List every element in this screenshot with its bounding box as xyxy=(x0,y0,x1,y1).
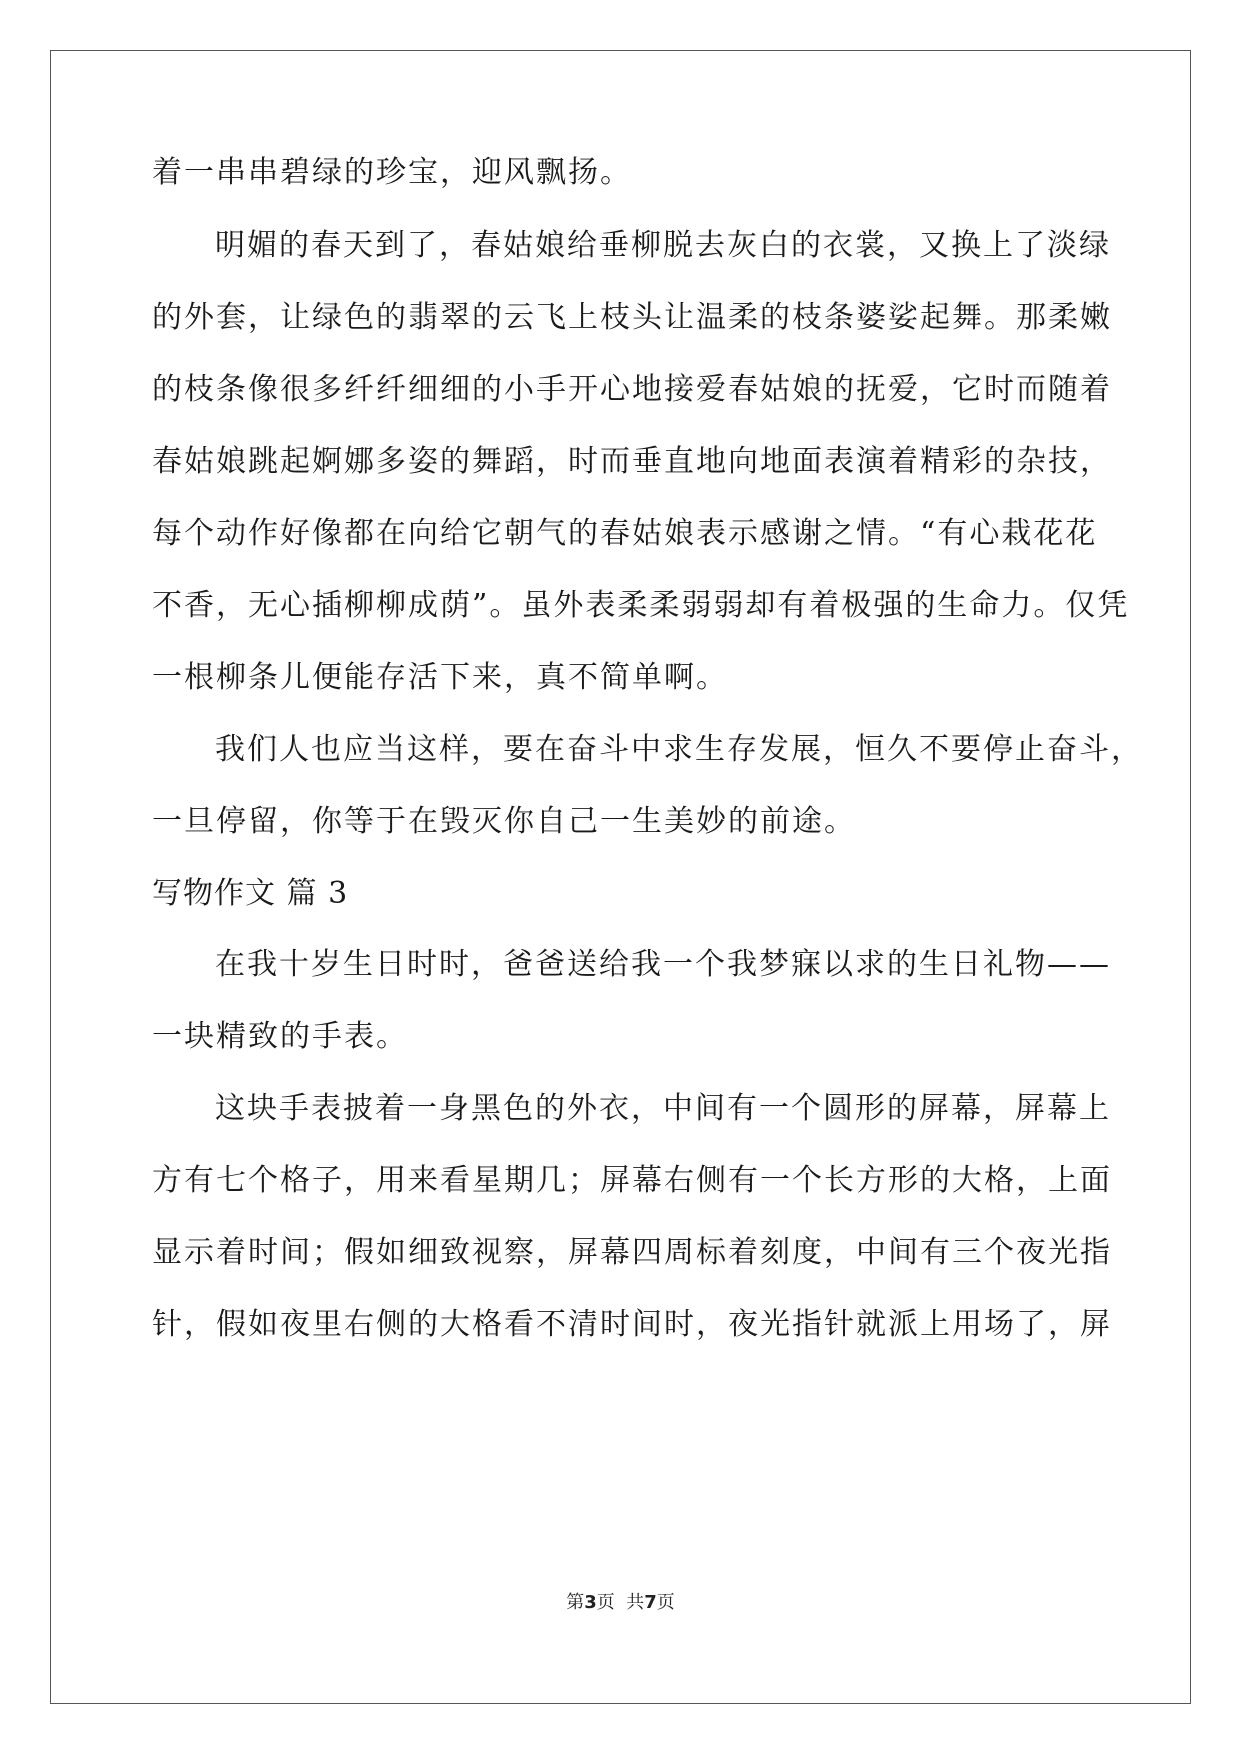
text-line: 的枝条像很多纤纤细细的小手开心地接爱春姑娘的抚爱，它时而随着 xyxy=(152,372,1112,407)
text-line: 针，假如夜里右侧的大格看不清时间时，夜光指针就派上用场了，屏 xyxy=(152,1307,1112,1342)
page-label-prefix: 第 xyxy=(566,1592,585,1613)
text-line: 明媚的春天到了，春姑娘给垂柳脱去灰白的衣裳，又换上了淡绿 xyxy=(215,228,1111,263)
total-page-number: 7 xyxy=(644,1592,657,1613)
text-line: 在我十岁生日时时，爸爸送给我一个我梦寐以求的生日礼物—— xyxy=(215,947,1111,982)
text-line: 一旦停留，你等于在毁灭你自己一生美妙的前途。 xyxy=(152,804,856,839)
page-label-suffix: 页 xyxy=(656,1592,675,1613)
text-line: 春姑娘跳起婀娜多姿的舞蹈，时而垂直地向地面表演着精彩的杂技， xyxy=(152,444,1112,479)
text-line: 一根柳条儿便能存活下来，真不简单啊。 xyxy=(152,660,728,695)
section-heading: 写物作文 篇 3 xyxy=(152,876,349,911)
page-label-mid: 页 共 xyxy=(596,1592,645,1613)
page-footer xyxy=(0,1591,1241,1615)
text-line: 着一串串碧绿的珍宝，迎风飘扬。 xyxy=(152,155,632,190)
text-line: 一块精致的手表。 xyxy=(152,1019,408,1054)
text-line: 我们人也应当这样，要在奋斗中求生存发展，恒久不要停止奋斗， xyxy=(215,732,1143,767)
text-line: 不香，无心插柳柳成荫”。虽外表柔柔弱弱却有着极强的生命力。仅凭 xyxy=(152,588,1130,623)
text-line: 方有七个格子，用来看星期几；屏幕右侧有一个长方形的大格，上面 xyxy=(152,1163,1112,1198)
current-page-number: 3 xyxy=(584,1592,597,1613)
text-line: 显示着时间；假如细致视察，屏幕四周标着刻度，中间有三个夜光指 xyxy=(152,1235,1112,1270)
text-line: 的外套，让绿色的翡翠的云飞上枝头让温柔的枝条婆娑起舞。那柔嫩 xyxy=(152,300,1112,335)
text-line: 每个动作好像都在向给它朝气的春姑娘表示感谢之情。“有心栽花花 xyxy=(152,516,1098,551)
text-line: 这块手表披着一身黑色的外衣，中间有一个圆形的屏幕，屏幕上 xyxy=(215,1091,1111,1126)
